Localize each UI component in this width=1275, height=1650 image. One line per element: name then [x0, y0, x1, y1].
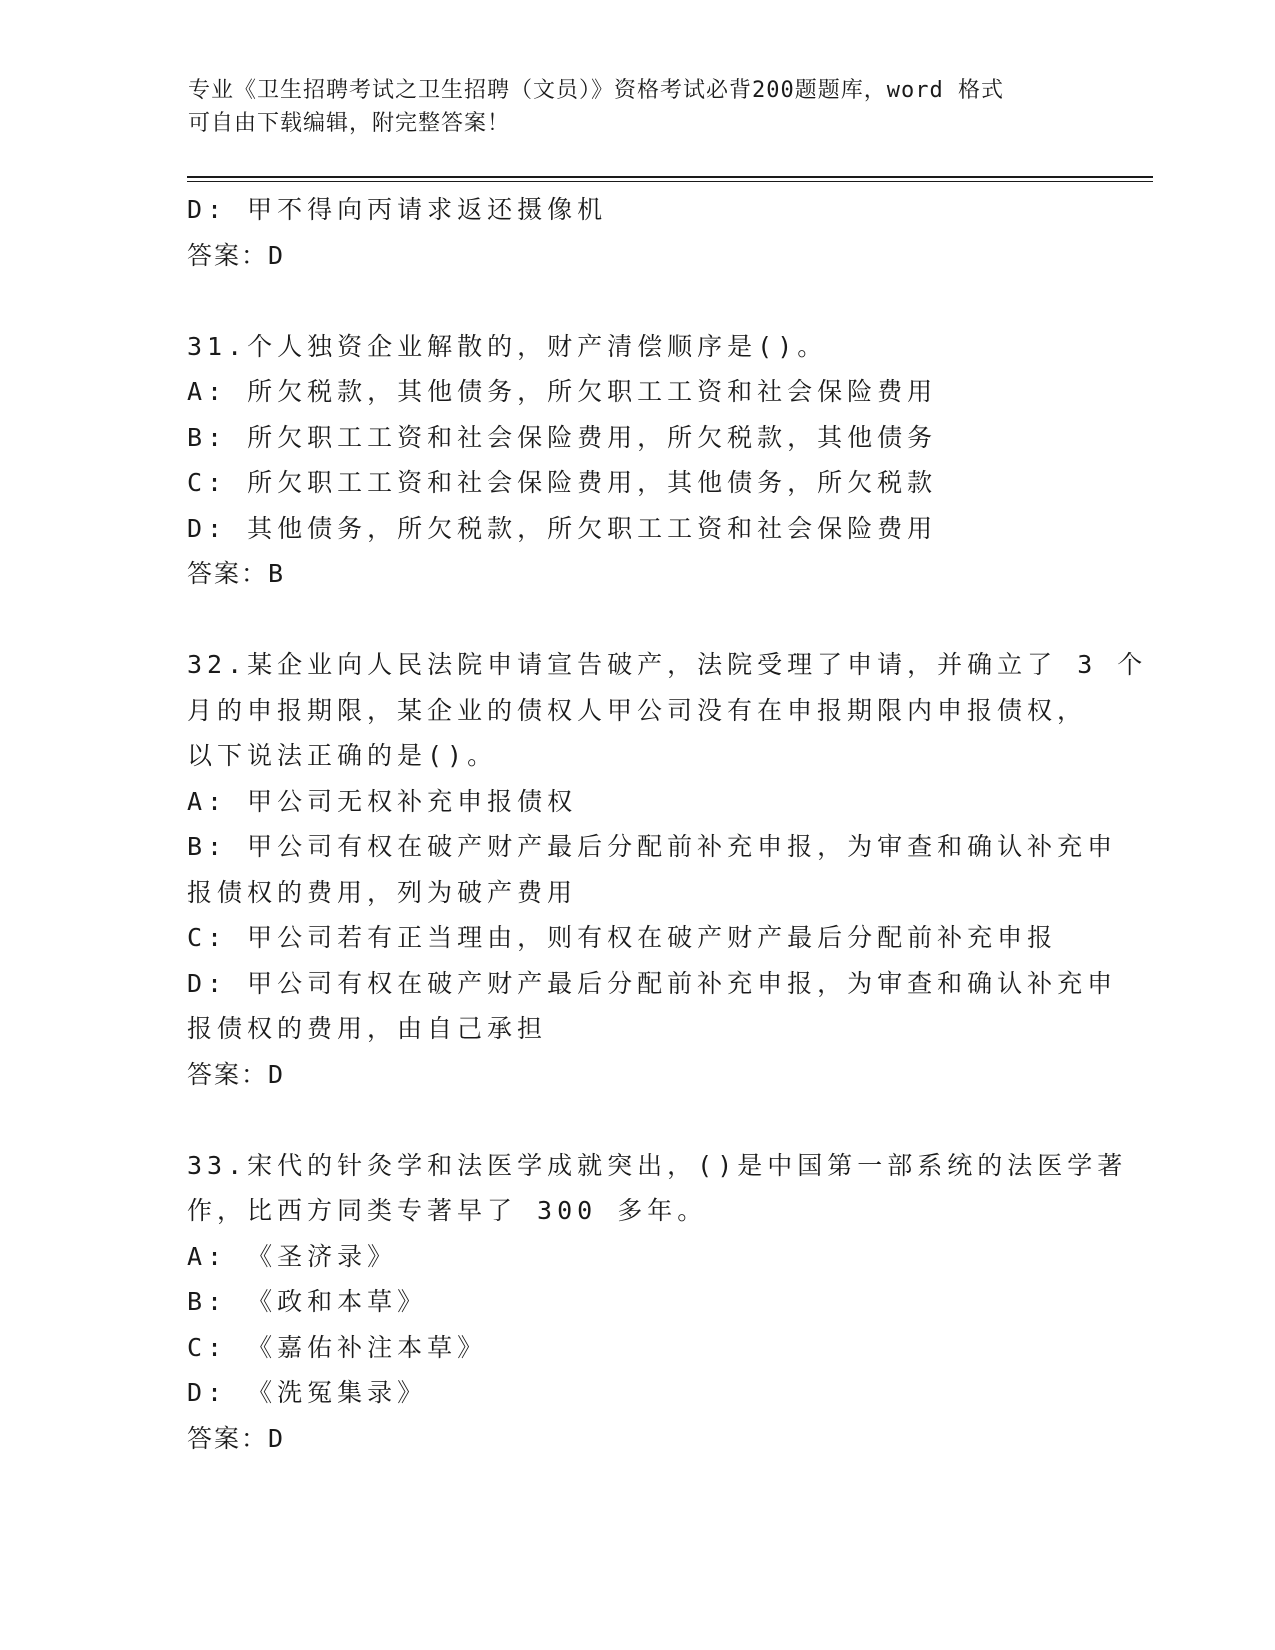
header-line-2: 可自由下载编辑，附完整答案！ [188, 111, 511, 136]
header-line-1: 专业《卫生招聘考试之卫生招聘（文员）》资格考试必背200题题库，word 格式 [188, 78, 1004, 103]
option-b: B: 《政和本草》 [187, 1287, 428, 1316]
option-a: A: 《圣济录》 [187, 1241, 398, 1271]
answer: 答案：B [187, 559, 286, 588]
spacer [187, 278, 1087, 324]
spacer [187, 1097, 1087, 1143]
question-stem: 31.个人独资企业解散的，财产清偿顺序是()。 [187, 331, 828, 361]
header-divider [187, 176, 1153, 178]
option-a: A: 甲公司无权补充申报债权 [187, 786, 578, 816]
answer: 答案：D [187, 1059, 286, 1089]
prev-option-d: D: 甲不得向丙请求返还摄像机 [187, 195, 608, 224]
header-divider-thin [187, 181, 1153, 182]
question-content [187, 187, 1148, 1461]
option-b: B: 甲公司有权在破产财产最后分配前补充申报，为审查和确认补充申 [187, 832, 1118, 861]
option-d: D: 《洗冤集录》 [187, 1378, 428, 1407]
question-32 [187, 642, 1148, 1097]
option-d: D: 其他债务，所欠税款，所欠职工工资和社会保险费用 [187, 513, 938, 543]
question-stem: 作，比西方同类专著早了 300 多年。 [187, 1196, 708, 1225]
option-c: C: 《嘉佑补注本草》 [187, 1332, 488, 1362]
question-31 [187, 324, 1087, 597]
question-stem: 以下说法正确的是()。 [187, 741, 498, 770]
option-b: B: 所欠职工工资和社会保险费用，所欠税款，其他债务 [187, 422, 938, 452]
question-stem: 32.某企业向人民法院申请宣告破产，法院受理了申请，并确立了 3 个 [187, 650, 1148, 679]
document-header [188, 74, 1088, 140]
option-d-continued: 报债权的费用，由自己承担 [187, 1014, 548, 1043]
answer: 答案：D [187, 1423, 286, 1453]
question-stem: 33.宋代的针灸学和法医学成就突出，()是中国第一部系统的法医学著 [187, 1150, 1128, 1180]
option-d: D: 甲公司有权在破产财产最后分配前补充申报，为审查和确认补充申 [187, 968, 1118, 998]
prev-answer: 答案：D [187, 240, 286, 270]
option-b-continued: 报债权的费用，列为破产费用 [187, 877, 578, 907]
option-a: A: 所欠税款，其他债务，所欠职工工资和社会保险费用 [187, 377, 938, 406]
option-c: C: 所欠职工工资和社会保险费用，其他债务，所欠税款 [187, 468, 938, 497]
question-33 [187, 1143, 1128, 1462]
option-c: C: 甲公司若有正当理由，则有权在破产财产最后分配前补充申报 [187, 923, 1058, 952]
question-stem: 月的申报期限，某企业的债权人甲公司没有在申报期限内申报债权， [187, 695, 1088, 725]
spacer [187, 597, 1087, 643]
